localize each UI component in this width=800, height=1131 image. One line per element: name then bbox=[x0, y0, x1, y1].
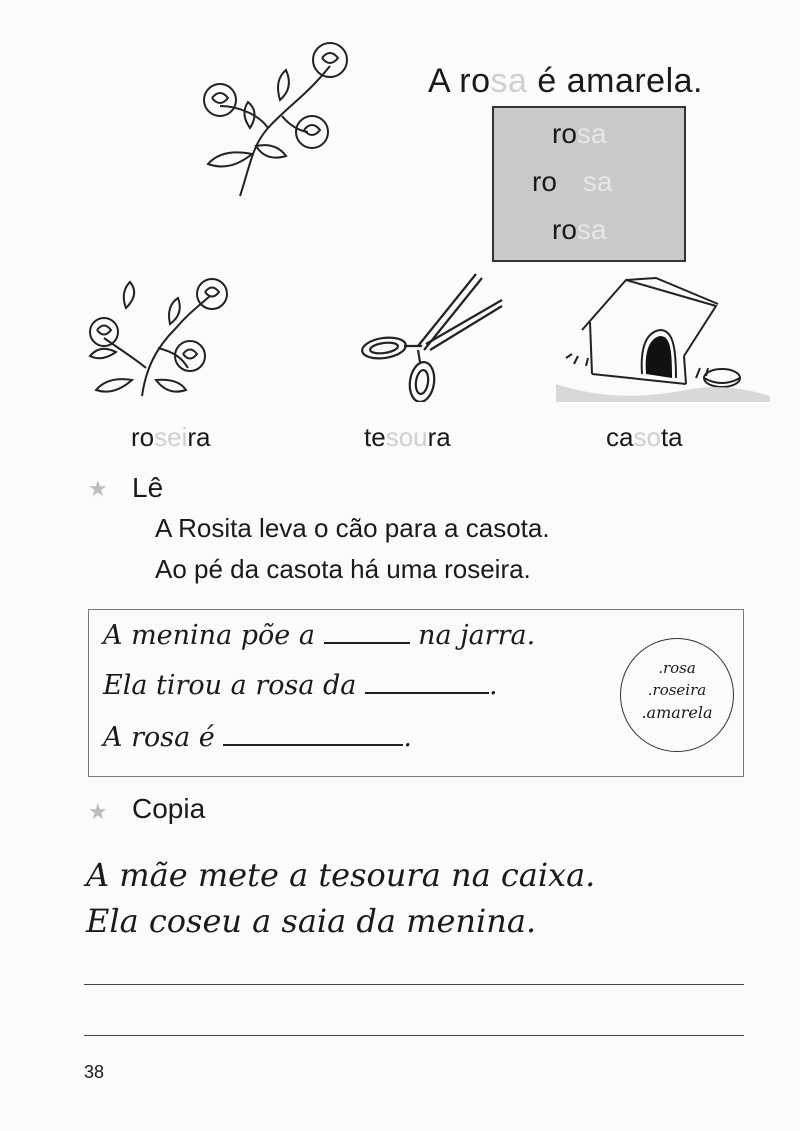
doghouse-icon bbox=[556, 274, 770, 402]
writing-line-2[interactable] bbox=[84, 1035, 744, 1036]
word-part: ra bbox=[187, 422, 211, 452]
rose-branch-icon bbox=[190, 36, 360, 202]
copy-line-2: Ela coseu a saia da menina. bbox=[86, 902, 537, 940]
star-icon: ★ bbox=[88, 799, 108, 824]
syllable-row-1-b: sa bbox=[576, 118, 607, 149]
copy-line-1: A mãe mete a tesoura na caixa. bbox=[86, 856, 596, 894]
syllable-row-2-a: ro bbox=[532, 166, 557, 197]
exercise-text: A rosa é bbox=[103, 722, 215, 753]
word-part: ca bbox=[606, 422, 634, 452]
writing-line-1[interactable] bbox=[84, 984, 744, 985]
answer-blank-1[interactable] bbox=[324, 641, 410, 644]
answer-blank-3[interactable] bbox=[223, 743, 403, 746]
exercise-line-3 bbox=[103, 722, 412, 753]
syllable-box bbox=[492, 106, 686, 262]
syllable-row-2-b: sa bbox=[582, 166, 613, 197]
word-tesoura bbox=[364, 422, 451, 453]
syllable-row-3-a: ro bbox=[552, 214, 577, 245]
exercise-text: . bbox=[403, 722, 412, 753]
copy-heading: Copia bbox=[132, 793, 206, 824]
exercise-text: A menina põe a bbox=[103, 620, 315, 651]
exercise-text: . bbox=[489, 670, 498, 701]
sentence-syllable-2: sa bbox=[490, 62, 528, 100]
star-icon: ★ bbox=[88, 476, 108, 501]
syllable-row-1 bbox=[552, 118, 606, 150]
syllable-row-1-a: ro bbox=[552, 118, 577, 149]
page-number: 38 bbox=[84, 1062, 105, 1082]
syllable-row-2 bbox=[532, 166, 612, 198]
scissors-icon bbox=[356, 270, 506, 402]
syllable-row-3-b: sa bbox=[576, 214, 607, 245]
word-part-highlight: sou bbox=[385, 422, 428, 452]
exercise-line-2 bbox=[103, 670, 498, 701]
word-part: ro bbox=[131, 422, 155, 452]
exercise-line-1 bbox=[103, 620, 535, 651]
word-part: ta bbox=[660, 422, 683, 452]
answer-blank-2[interactable] bbox=[365, 691, 489, 694]
word-part: te bbox=[364, 422, 386, 452]
word-bank-option: .amarela bbox=[641, 703, 713, 722]
word-roseira bbox=[131, 422, 211, 453]
exercise-text: Ela tirou a rosa da bbox=[103, 670, 357, 701]
header-sentence bbox=[428, 62, 703, 101]
word-bank-circle bbox=[620, 638, 734, 752]
syllable-row-3 bbox=[552, 214, 606, 246]
sentence-syllable-1: ro bbox=[459, 62, 491, 100]
sentence-prefix: A bbox=[428, 62, 460, 100]
word-part: ra bbox=[427, 422, 451, 452]
read-heading: Lê bbox=[132, 472, 164, 503]
read-line-2: Ao pé da casota há uma roseira. bbox=[155, 554, 531, 584]
sentence-suffix: é amarela. bbox=[527, 62, 703, 100]
exercise-text: na jarra. bbox=[418, 620, 536, 651]
rose-bush-icon bbox=[86, 268, 236, 400]
read-line-1: A Rosita leva o cão para a casota. bbox=[155, 513, 550, 543]
word-part-highlight: sei bbox=[154, 422, 188, 452]
word-casota bbox=[606, 422, 683, 453]
word-bank-option: .roseira bbox=[647, 681, 707, 699]
word-part-highlight: so bbox=[633, 422, 661, 452]
word-bank-option: .rosa bbox=[658, 659, 696, 677]
